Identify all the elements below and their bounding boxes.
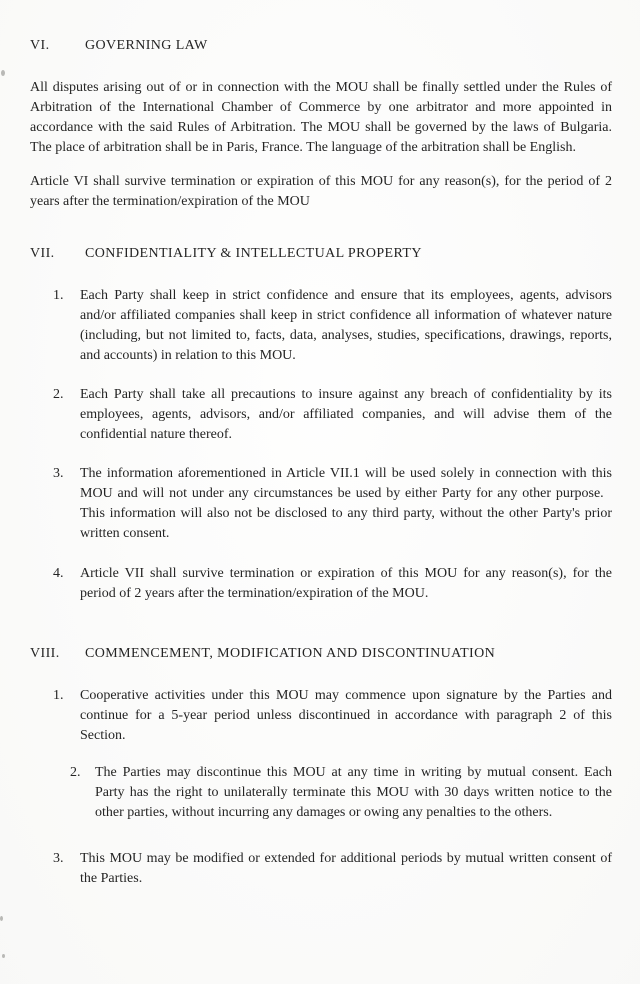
list-item-text: This MOU may be modified or extended for additional periods by mutual written consent of the Parties. (80, 851, 612, 886)
section-number: VI. (30, 38, 50, 53)
paragraph-arbitration: All disputes arising out of or in connection with the MOU shall be finally settled under the Rules of Arbitration of the International Chamber of Commerce by one arbitrator and more appointed in accordance with the said Rules of Arbitration. The MOU shall be governed by the laws of Bulgaria. The place of arbitration shall be in Paris, France. The language of the arbitration shall be English. (30, 80, 612, 155)
list-item (53, 286, 612, 366)
section-title: GOVERNING LAW (85, 38, 208, 53)
list-item-number: 4. (53, 566, 64, 581)
section-number: VIII. (30, 646, 60, 661)
list-item (53, 464, 612, 544)
section-confidentiality (30, 244, 612, 604)
list-item-number: 2. (53, 387, 64, 402)
section-heading (30, 644, 612, 664)
section-number: VII. (30, 246, 55, 261)
section-title: COMMENCEMENT, MODIFICATION AND DISCONTINUATION (85, 646, 496, 661)
section-governing-law (30, 36, 612, 212)
list-item-text: The information aforementioned in Article VII.1 will be used solely in connection with this MOU and will not under any circumstances be used by either Party for any other purpose. This information will also not be disclosed to any third party, without the other Party's prior written consent. (80, 466, 612, 541)
list-item-text: Each Party shall take all precautions to insure against any breach of confidentiality by its employees, agents, advisors, and/or affiliated companies, and will advise them of the confidential nature thereof. (80, 387, 612, 442)
list-item-number: 2. (70, 765, 81, 780)
list-item-text: The Parties may discontinue this MOU at any time in writing by mutual consent. Each Party has the right to unilaterally terminate this MOU with 30 days written notice to the other parties, without incurring any damages or owing any penalties to the others. (95, 765, 612, 820)
paragraph-survival: Article VI shall survive termination or expiration of this MOU for any reason(s), for the period of 2 years after the termination/expiration of the MOU (30, 174, 612, 209)
list-item-number: 1. (53, 688, 64, 703)
list-item (53, 564, 612, 604)
list-item-number: 3. (53, 851, 64, 866)
section-heading (30, 36, 612, 56)
list-item (70, 763, 612, 823)
list-item-text: Article VII shall survive termination or expiration of this MOU for any reason(s), for the period of 2 years after the termination/expiration of the MOU. (80, 566, 612, 601)
list-item (53, 849, 612, 889)
section-heading (30, 244, 612, 264)
list-item-text: Cooperative activities under this MOU may commence upon signature by the Parties and continue for a 5-year period unless discontinued in accordance with paragraph 2 of this Section. (80, 688, 612, 743)
section-commencement (30, 644, 612, 889)
list-item-text: Each Party shall keep in strict confidence and ensure that its employees, agents, advisors and/or affiliated companies shall keep in strict confidence all information of whatever nature (including, but not limited to, facts, data, analyses, studies, specifications, drawings, reports, and accounts) in relation to this MOU. (80, 288, 612, 363)
list-item (53, 686, 612, 746)
list-item (53, 385, 612, 445)
list-item-number: 1. (53, 288, 64, 303)
list-item-number: 3. (53, 466, 64, 481)
section-title: CONFIDENTIALITY & INTELLECTUAL PROPERTY (85, 246, 422, 261)
